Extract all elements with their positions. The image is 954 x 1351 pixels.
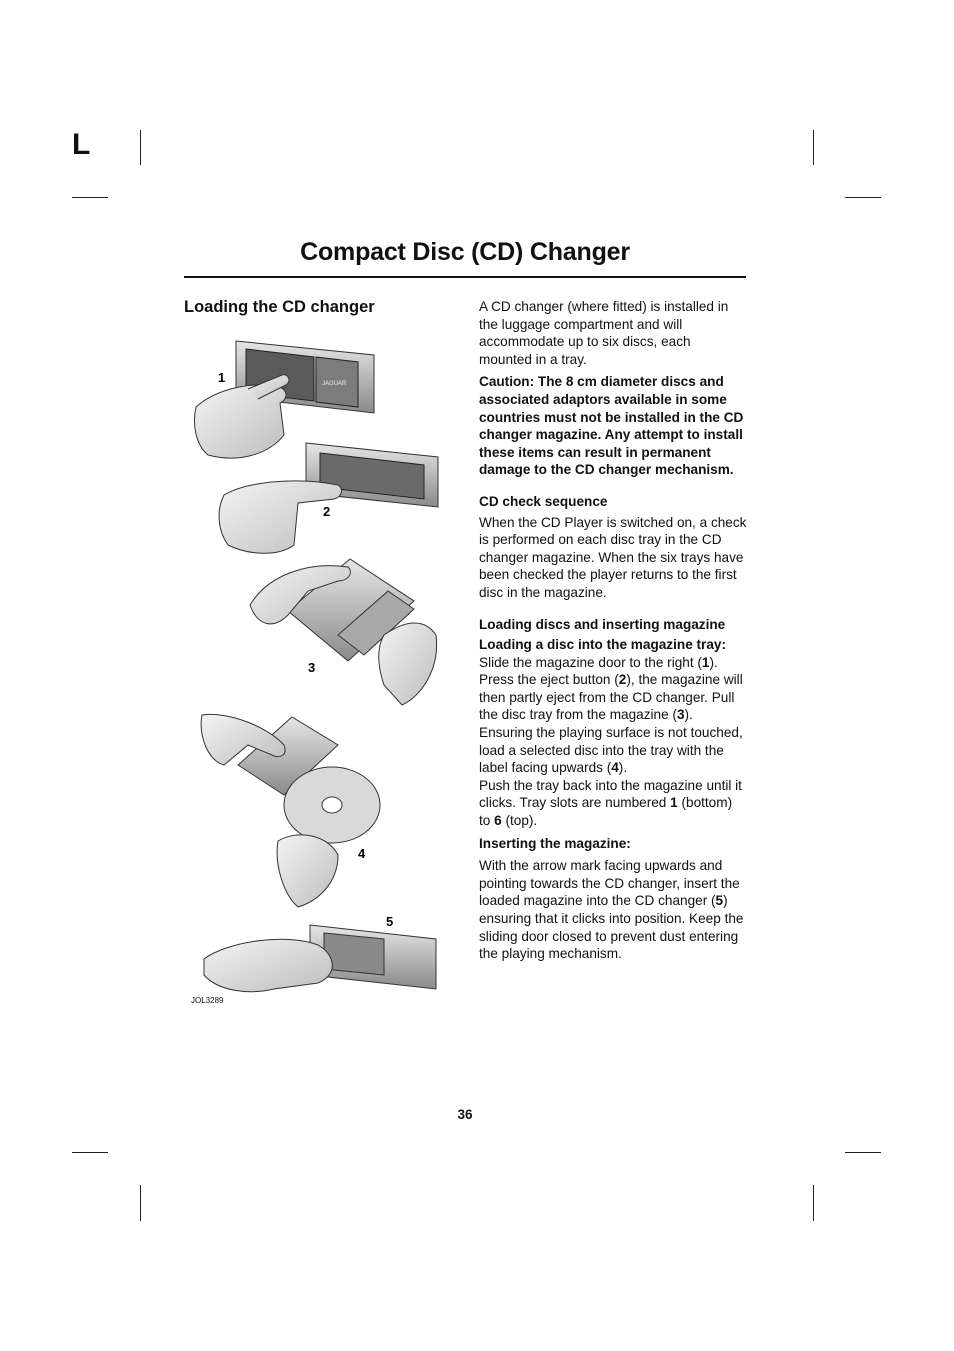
step-3-drawing: [250, 559, 437, 705]
step-label-5: 5: [386, 914, 394, 929]
step-2-drawing: [219, 443, 438, 553]
inserting-paragraph: With the arrow mark facing upwards and pointing towards the CD changer, insert the loaded magazine into the CD changer (5) ensuring that it clicks into position. Keep the sliding door closed to prevent dust entering the playing mechanism.: [479, 858, 744, 962]
crop-mark: [845, 197, 881, 198]
figure-code: JOL3289: [191, 996, 224, 1005]
step-1-drawing: [195, 341, 375, 458]
page-number: 36: [457, 1107, 473, 1122]
page-title: Compact Disc (CD) Changer: [300, 238, 630, 266]
section-letter: L: [72, 128, 91, 161]
title-rule: [184, 276, 746, 278]
step-label-2: 2: [323, 504, 331, 519]
brand-text: JAGUAR: [322, 381, 347, 387]
crop-mark: [72, 197, 108, 198]
caution-paragraph: Caution: The 8 cm diameter discs and associated adaptors available in some countries must not be installed in the CD changer magazine. Any attempt to install these items can result in permanent damage to the CD changer mechanism.: [479, 374, 744, 478]
check-sequence-paragraph: When the CD Player is switched on, a check is performed on each disc tray in the CD changer magazine. When the six trays have been checked the player returns to the first disc in the magazine.: [479, 514, 747, 600]
right-column: [479, 298, 747, 968]
check-sequence-heading: CD check sequence: [479, 493, 608, 509]
crop-mark: [813, 1185, 814, 1221]
loading-subheading: Loading a disc into the magazine tray:: [479, 637, 726, 653]
step-label-1: 1: [218, 370, 226, 385]
step-label-4: 4: [358, 846, 366, 861]
crop-mark: [140, 130, 141, 165]
loading-paragraph: Slide the magazine door to the right (1). Press the eject button (2), the magazine will then partly eject from the CD changer. Pull the disc tray from the magazine (3). Ensuring the playing surface is not touched, load a selected disc into the tray with the label facing upwards (4).: [479, 654, 743, 776]
crop-mark: [845, 1152, 881, 1153]
step-4-drawing: [201, 714, 380, 907]
inserting-subheading: Inserting the magazine:: [479, 835, 631, 851]
crop-mark: [813, 130, 814, 165]
section-heading: Loading the CD changer: [184, 298, 375, 316]
crop-mark: [72, 1152, 108, 1153]
intro-paragraph: A CD changer (where fitted) is installed in the luggage compartment and will accommodate up to six discs, each mounted in a tray.: [479, 299, 729, 367]
cd-loading-illustration: [188, 335, 444, 995]
tray-paragraph: Push the tray back into the magazine until it clicks. Tray slots are numbered 1 (bottom) to 6 (top).: [479, 777, 742, 829]
loading-heading: Loading discs and inserting magazine: [479, 616, 726, 632]
step-5-drawing: [204, 925, 436, 992]
step-label-3: 3: [308, 660, 316, 675]
crop-mark: [140, 1185, 141, 1221]
